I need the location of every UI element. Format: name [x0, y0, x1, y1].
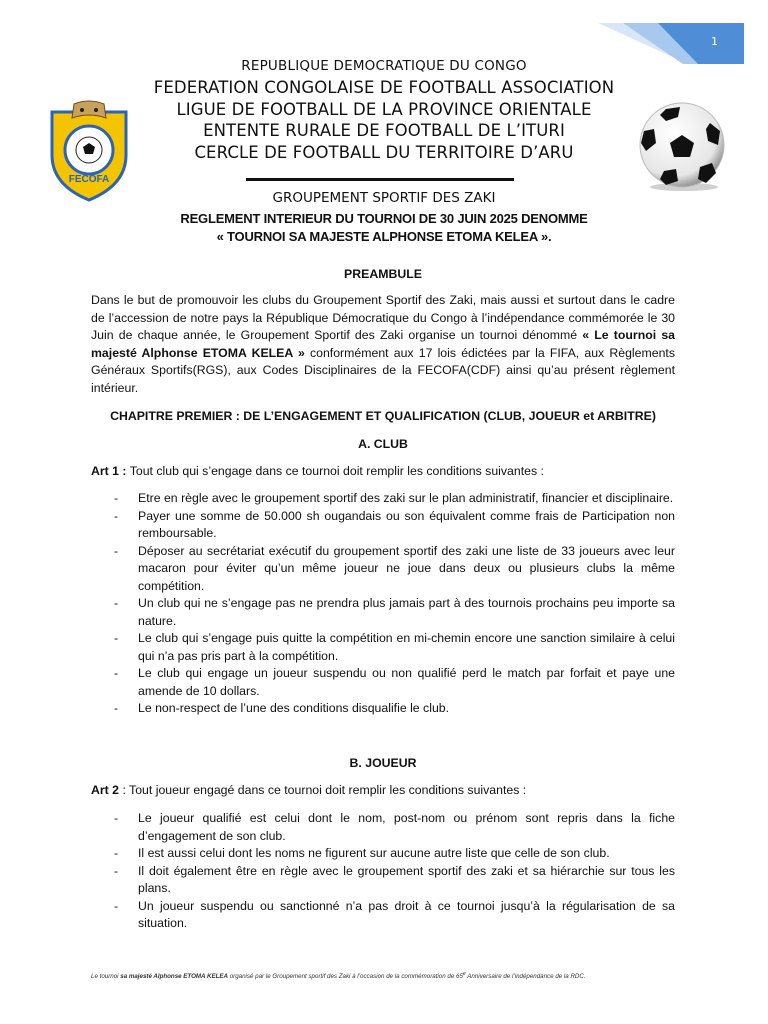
list-item: - Le joueur qualifié est celui dont le nom, post-nom ou prénom sont repris dans la fiche d’engagement de son club. — [91, 810, 675, 845]
art1-paragraph — [91, 463, 675, 481]
list-item: - Le club qui s’engage puis quitte la compétition en mi-chemin encore une sanction similaire à celui qui n’a pas pris part à la compétition. — [91, 630, 675, 665]
list-item: - Le club qui engage un joueur suspendu ou non qualifié perd le match par forfait et paye une amende de 10 dollars. — [91, 665, 675, 700]
header-ligue: LIGUE DE FOOTBALL DE LA PROVINCE ORIENTALE — [176, 99, 592, 119]
art1-text: Tout club qui s’engage dans ce tournoi doit remplir les conditions suivantes : — [126, 464, 544, 478]
header-groupement: GROUPEMENT SPORTIF DES ZAKI — [272, 190, 496, 206]
preambule-text-start: Dans le but de promouvoir les clubs du Groupement Sportif des Zaki, mais aussi et surtout dans le cadre de l’accession de notre pays la République Démocratique du Congo à l’indépendance commémorée le 30 Juin de chaque année, le Groupement Sportif des Zaki organise un tournoi dénommé — [91, 293, 675, 342]
section-a-heading: A. CLUB — [358, 437, 408, 451]
section-b-heading: B. JOUEUR — [349, 756, 417, 770]
header-federation: FEDERATION CONGOLAISE DE FOOTBALL ASSOCIATION — [153, 78, 615, 97]
footer-end: Anniversaire de l’indépendance de la RDC. — [465, 973, 586, 981]
list-item: - Etre en règle avec le groupement sportif des zaki sur le plan administratif, financier et disciplinaire. — [91, 490, 675, 508]
footer-bold: sa majesté Alphonse ETOMA KELEA — [120, 973, 228, 981]
art2-text: : Tout joueur engagé dans ce tournoi doit remplir les conditions suivantes : — [119, 783, 527, 797]
art1-list — [91, 490, 675, 718]
art1-label: Art 1 : — [91, 464, 127, 478]
list-item: - Il est aussi celui dont les noms ne figurent sur aucune autre liste que celle de son club. — [91, 845, 675, 863]
header-republique: REPUBLIQUE DEMOCRATIQUE DU CONGO — [241, 58, 527, 74]
list-item: - Un club qui ne s’engage pas ne prendra plus jamais part à des tournois prochains peu importe sa nature. — [91, 595, 675, 630]
preambule-text-end: conformément aux 17 lois édictées par la FIFA, aux Règlements Généraux Sportifs(RGS), aux Codes Disciplinaires de la FECOFA(CDF) ainsi qu’au présent règlement intérieur. — [91, 345, 675, 395]
art2-paragraph — [91, 782, 675, 800]
art1-list-container — [91, 490, 675, 718]
list-item: - Le non-respect de l’une des conditions disqualifie le club. — [91, 700, 675, 718]
list-item: - Un joueur suspendu ou sanctionné n’a pas droit à ce tournoi jusqu’à la régularisation de sa situation. — [91, 898, 675, 933]
list-item: - Déposer au secrétariat exécutif du groupement sportif des zaki une liste de 33 joueurs avec leur macaron pour éviter qu’un même joueur ne joue dans deux ou plusieurs clubs la même compétition. — [91, 543, 675, 596]
footer-pre: Le tournoi — [91, 973, 121, 981]
page-number: 1 — [711, 35, 718, 48]
tournoi-name: « Le tournoi sa majesté Alphonse ETOMA KELEA » — [91, 328, 675, 360]
art2-list-container — [91, 810, 675, 933]
document-title — [0, 210, 768, 246]
chapitre-heading: CHAPITRE PREMIER : DE L’ENGAGEMENT ET QUALIFICATION (CLUB, JOUEUR et ARBITRE) — [110, 409, 656, 423]
preambule-paragraph — [91, 292, 675, 397]
footer-sup: e — [462, 971, 466, 977]
footer-post: organisé par le Groupement sportif des Zaki à l’occasion de la commémoration de 65 — [227, 973, 463, 981]
header-cercle: CERCLE DE FOOTBALL DU TERRITOIRE D’ARU — [194, 142, 574, 162]
art2-label: Art 2 — [91, 783, 120, 797]
document-title-line1: REGLEMENT INTERIEUR DU TOURNOI DE 30 JUIN 2025 DENOMME — [180, 211, 588, 226]
page-footer — [91, 971, 586, 980]
header-organizations — [0, 77, 768, 163]
list-item: - Il doit également être en règle avec le groupement sportif des zaki et sa hiérarchie sur tous les plans. — [91, 863, 675, 898]
fecofa-logo-text: FECOFA — [68, 174, 110, 185]
art2-list — [91, 810, 675, 933]
header-entente: ENTENTE RURALE DE FOOTBALL DE L’ITURI — [203, 121, 565, 140]
list-item: - Payer une somme de 50.000 sh ougandais ou son équivalent comme frais de Participation non remboursable. — [91, 508, 675, 543]
preambule-heading: PREAMBULE — [344, 267, 422, 281]
header-divider — [246, 178, 514, 181]
document-title-line2: « TOURNOI SA MAJESTE ALPHONSE ETOMA KELEA ». — [216, 229, 552, 244]
